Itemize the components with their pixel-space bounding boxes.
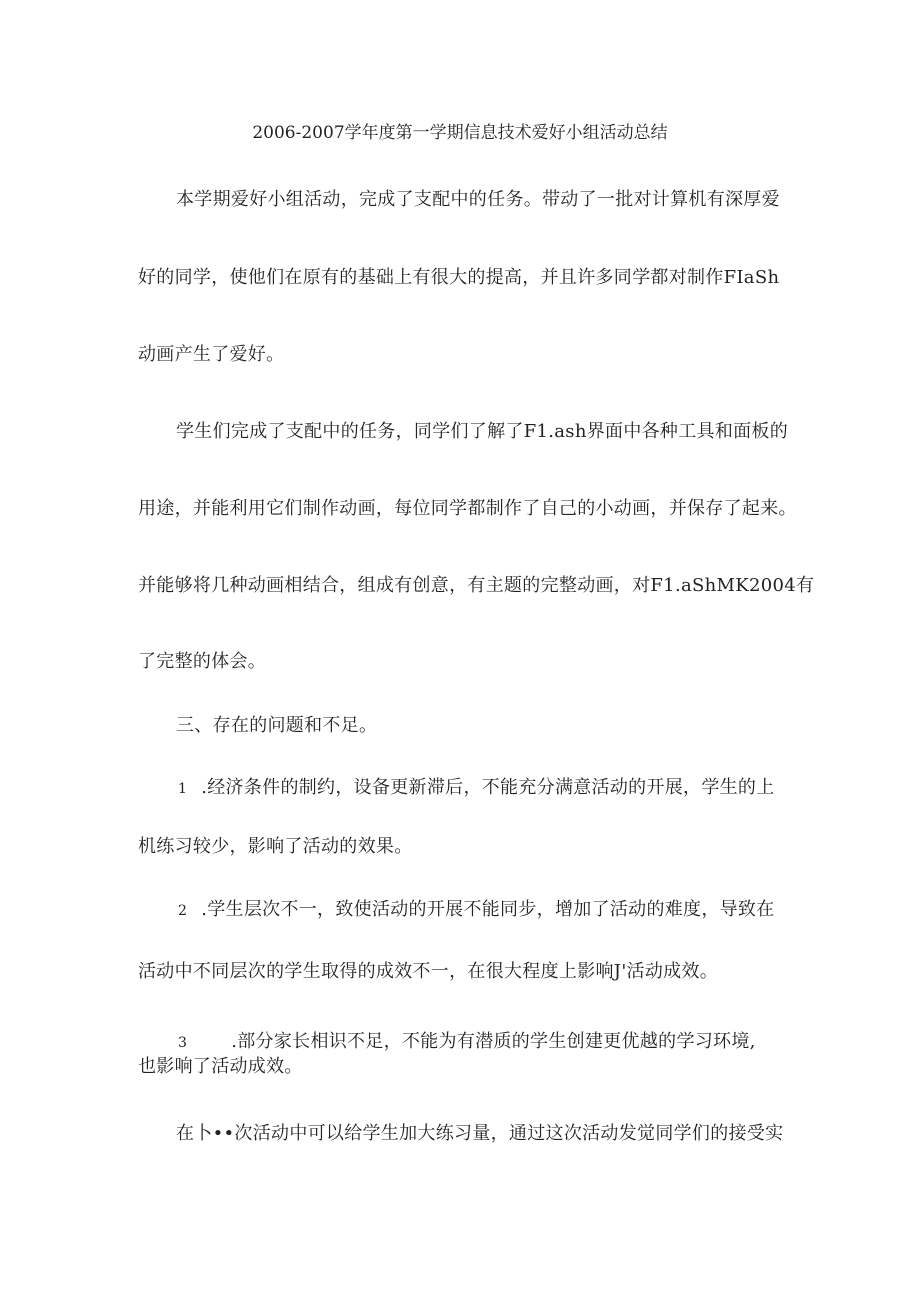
paragraph-2-line-3: 并能够将几种动画相结合，组成有创意，有主题的完整动画，对F1.aShMK2004有 [138, 575, 815, 596]
list-item-number: 1 [178, 781, 188, 797]
list-item-text: .学生层次不一，致使活动的开展不能同步，增加了活动的难度，导致在 [201, 899, 775, 920]
paragraph-1-line-2: 好的同学，使他们在原有的基础上有很大的提高，并且许多同学都对制作FIaSh [138, 267, 780, 288]
list-item-number: 2 [178, 903, 188, 919]
paragraph-1-line-1: 本学期爱好小组活动，完成了支配中的任务。带动了一批对计算机有深厚爱 [176, 189, 780, 210]
list-item-3-line-2: 也影响了活动成效。 [138, 1056, 303, 1077]
list-item-text: .部分家长相识不足，不能为有潜质的学生创建更优越的学习环境, [231, 1031, 756, 1052]
paragraph-1-line-3: 动画产生了爱好。 [138, 344, 285, 365]
list-item-3-line-1 [178, 1030, 756, 1055]
section-heading: 三、存在的问题和不足。 [176, 715, 378, 736]
list-item-1-line-1 [178, 776, 775, 801]
paragraph-2-line-1: 学生们完成了支配中的任务，同学们了解了F1.ash界面中各种工具和面板的 [176, 421, 789, 442]
paragraph-2-line-4: 了完整的体会。 [138, 651, 267, 672]
list-item-2-line-2: 活动中不同层次的学生取得的成效不一，在很大程度上影响J'活动成效。 [138, 961, 719, 982]
list-item-text: .经济条件的制约，设备更新滞后，不能充分满意活动的开展，学生的上 [201, 777, 775, 798]
list-item-2-line-1 [178, 898, 775, 923]
list-item-number: 3 [178, 1035, 188, 1051]
paragraph-2-line-2: 用途，并能利用它们制作动画，每位同学都制作了自己的小动画，并保存了起来。 [138, 498, 797, 519]
document-title: 2006-2007学年度第一学期信息技术爱好小组活动总结 [252, 123, 668, 143]
paragraph-last-line-1: 在卜••次活动中可以给学生加大练习量，通过这次活动发觉同学们的接受实 [176, 1123, 784, 1144]
list-item-1-line-2: 机练习较少，影响了活动的效果。 [138, 836, 413, 857]
